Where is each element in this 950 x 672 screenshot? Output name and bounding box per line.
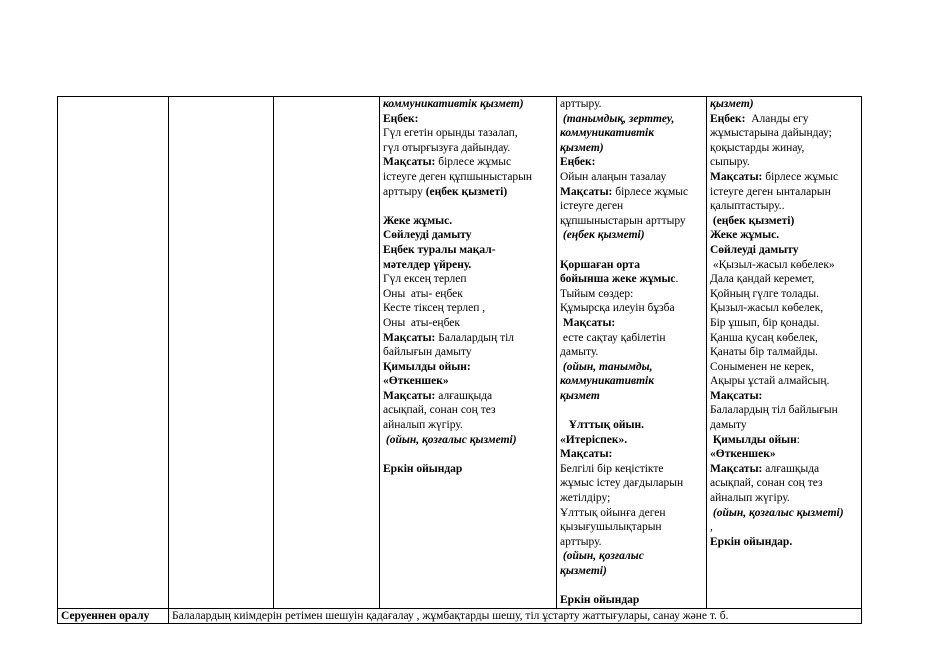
text-line: (ойын, танымды, — [560, 360, 653, 373]
text-line: (еңбек қызметі) — [710, 214, 795, 227]
text-line — [710, 433, 858, 448]
text-line — [383, 199, 553, 214]
text-line: байлығын дамыту — [383, 346, 472, 359]
text-fragment: бірлесе жұмыс — [612, 185, 689, 198]
empty-cell-1 — [58, 97, 169, 609]
text-line: қоқыстарды жинау, — [710, 141, 805, 154]
text-fragment: Мақсаты: — [383, 156, 436, 169]
text-line: (ойын, қозғалыс — [560, 550, 644, 563]
text-line: Құмырсқа илеуін бұзба — [560, 302, 675, 315]
text-line: Сөйлеуді дамыту — [383, 229, 472, 242]
text-line: Дала қандай керемет, — [710, 273, 815, 286]
text-line: қызметі) — [560, 565, 607, 577]
text-line: Ақыры ұстай алмайсың. — [710, 375, 830, 388]
text-line: қызмет — [560, 389, 600, 402]
text-line: гүл отырғызуға дайындау. — [383, 141, 511, 154]
plan-table — [57, 96, 862, 624]
text-line: арттыру. — [560, 98, 602, 110]
text-line: (танымдық, зерттеу, — [560, 112, 675, 125]
empty-cell-3 — [274, 97, 380, 609]
text-line: Қанаты бір талмайды. — [710, 346, 819, 359]
text-line: коммуникативтік қызмет) — [383, 98, 524, 110]
text-line: Еркін ойындар — [383, 462, 463, 475]
text-line: Гүл егетін орынды тазалап, — [383, 127, 518, 140]
text-line: істеуге деген — [560, 200, 624, 213]
text-line — [710, 112, 858, 127]
text-line: Еркін ойындар — [560, 594, 640, 607]
activity-row — [58, 97, 862, 609]
text-line: жұмыс істеу дағдыларын — [560, 477, 684, 490]
text-line: Ұлттық ойын. — [560, 419, 645, 432]
text-line: «Өткеншек» — [710, 448, 776, 461]
text-line: сыпыру. — [710, 156, 750, 169]
text-line: айналып жүгіру. — [383, 419, 463, 432]
text-fragment: арттыру — [383, 185, 426, 198]
text-fragment: алғашқыда — [762, 462, 820, 475]
row-text: Балалардың киімдерін ретімен шешуін қадағалау , жұмбақтарды шешу, тіл ұстарту жаттығулары, санау және т. б. — [169, 608, 862, 624]
text-line — [383, 389, 553, 404]
text-line: Қызыл-жасыл көбелек, — [710, 302, 824, 315]
text-line: Мақсаты: — [560, 448, 613, 461]
text-line: асықпай, сонан соң тез — [710, 477, 823, 490]
text-fragment: Мақсаты: — [710, 462, 763, 475]
text-fragment: Мақсаты: — [383, 389, 436, 402]
text-line: (еңбек қызметі) — [560, 229, 645, 242]
text-line — [560, 403, 703, 418]
text-line: дамыту. — [560, 346, 599, 359]
text-line: «Өткеншек» — [383, 375, 449, 388]
text-line: Гүл ексең терлеп — [383, 273, 467, 286]
activities-column-5 — [707, 97, 862, 609]
text-line — [383, 155, 553, 170]
text-line — [560, 272, 703, 287]
empty-cell-2 — [169, 97, 274, 609]
text-line: Ойын алаңын тазалау — [560, 170, 667, 183]
text-line: қызмет) — [710, 98, 754, 110]
text-fragment: Қимылды ойын — [710, 433, 797, 446]
text-line: Еңбек: — [560, 156, 596, 169]
activities-column-4 — [557, 97, 707, 609]
text-line: Ұлттық ойынға деген — [560, 506, 666, 519]
text-fragment: Балалардың тіл — [435, 331, 515, 344]
text-line: (ойын, қозғалыс қызметі) — [383, 433, 517, 446]
text-line: Кесте тіксең терлеп , — [383, 302, 486, 315]
activities-column-3 — [380, 97, 557, 609]
text-line: есте сақтау қабілетін — [560, 331, 666, 344]
text-line: жетілдіру; — [560, 492, 611, 505]
row-label: Серуеннен оралу — [58, 608, 169, 624]
text-line: Қойның гүлге толады. — [710, 287, 820, 300]
text-line: Жеке жұмыс. — [383, 214, 453, 227]
text-line: , — [710, 521, 713, 534]
text-line: «Қызыл-жасыл көбелек» — [710, 258, 835, 271]
text-line: коммуникативтік — [560, 127, 655, 140]
text-line: Жеке жұмыс. — [710, 229, 780, 242]
text-line: жұмыстарына дайындау; — [710, 127, 832, 140]
text-line: қызығушылықтарын — [560, 521, 662, 534]
text-line: Еңбек туралы мақал- — [383, 243, 496, 256]
text-line: Мақсаты: — [710, 389, 763, 402]
text-line: Қоршаған орта — [560, 258, 640, 271]
text-line: мәтелдер үйрену. — [383, 258, 472, 271]
text-line: арттыру. — [560, 535, 602, 548]
text-line: айналып жүгіру. — [710, 492, 790, 505]
text-fragment: Еңбек: — [710, 112, 746, 125]
text-line — [710, 462, 858, 477]
text-line: (ойын, қозғалыс қызметі) — [710, 506, 844, 519]
text-line — [383, 447, 553, 462]
text-line: «Итеріспек». — [560, 433, 628, 446]
return-from-walk-row — [58, 608, 862, 624]
text-line: істеуге деген ынталарын — [710, 185, 831, 198]
text-line: Белгілі бір кеңістікте — [560, 462, 664, 475]
text-line: дамыту — [710, 419, 747, 432]
text-line: Еңбек: — [383, 112, 419, 125]
text-line: құпшыныстарын арттыру — [560, 214, 686, 227]
text-line: Оны аты-еңбек — [383, 316, 460, 329]
text-fragment: бірлесе жұмыс — [435, 156, 512, 169]
text-line — [710, 170, 858, 185]
text-line — [383, 185, 553, 200]
text-line: Бір ұшып, бір қонады. — [710, 316, 820, 329]
text-fragment: Мақсаты: — [560, 185, 613, 198]
text-fragment: Аланды егу — [745, 112, 809, 125]
text-line: Мақсаты: — [560, 316, 616, 329]
text-fragment: Мақсаты: — [710, 170, 763, 183]
text-line: Еркін ойындар. — [710, 535, 793, 548]
text-fragment: : — [796, 433, 800, 446]
text-line: Соныменен не керек, — [710, 360, 814, 373]
text-line: Тыйым сөздер: — [560, 287, 634, 300]
text-fragment: (еңбек қызметі) — [425, 185, 508, 198]
text-fragment: Мақсаты: — [383, 331, 436, 344]
text-line: Оны аты- еңбек — [383, 287, 463, 300]
text-line: қалыптастыру.. — [710, 200, 785, 213]
text-line: істеуге деген құпшыныстарын — [383, 170, 533, 183]
text-fragment: бойынша жеке жұмыс — [560, 273, 676, 286]
text-line — [560, 185, 703, 200]
text-line: Сөйлеуді дамыту — [710, 243, 799, 256]
text-line: Балалардың тіл байлығын — [710, 404, 838, 417]
text-line: коммуникативтік — [560, 375, 655, 388]
text-fragment: . — [675, 273, 679, 286]
text-line: қызмет) — [560, 141, 604, 154]
text-line: Қанша қусаң көбелек, — [710, 331, 818, 344]
text-fragment: алғашқыда — [435, 389, 493, 402]
text-line — [560, 243, 703, 258]
text-line: асықпай, сонан соң тез — [383, 404, 496, 417]
text-fragment: бірлесе жұмыс — [762, 170, 839, 183]
text-line: Қимылды ойын: — [383, 360, 471, 373]
text-line — [560, 579, 703, 594]
text-line — [383, 331, 553, 346]
